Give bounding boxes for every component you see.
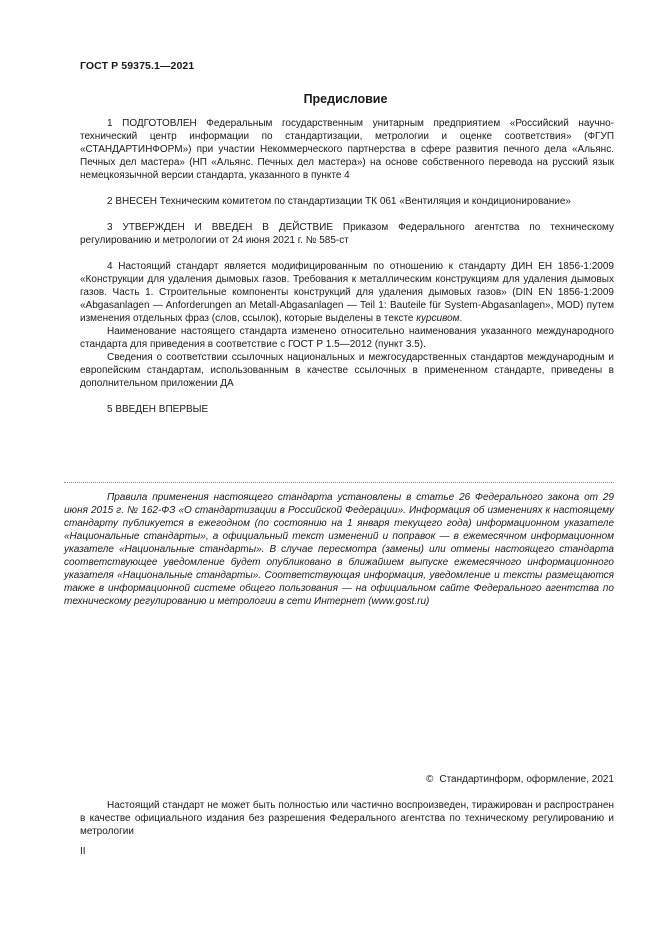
section-4-end: . bbox=[459, 313, 463, 324]
section-4-paragraph bbox=[80, 260, 614, 325]
foreword-body bbox=[80, 117, 614, 416]
copyright-line bbox=[426, 773, 614, 786]
copyright-text: Стандартинформ, оформление, 2021 bbox=[439, 774, 614, 785]
section-4-references-note: Сведения о соответствии ссылочных национальных и межгосударственных стандартов международным и европейским стандартам, использованным в качестве ссылочных в примененном стандарте, приведены в дополнительном приложении ДА bbox=[80, 352, 614, 389]
section-3-paragraph: 3 УТВЕРЖДЕН И ВВЕДЕН В ДЕЙСТВИЕ Приказом Федерального агентства по техническому регулированию и метрологии от 24 июня 2021 г. № 585-ст bbox=[80, 222, 614, 246]
copyright-icon: © bbox=[425, 774, 434, 785]
section-4-text: 4 Настоящий стандарт является модифицированным по отношению к стандарту ДИН ЕН 1856-1:2009 «Конструкции для удаления дымовых газов. Требования к металлическим конструкциям для удаления дымовых газов. Часть 1. Строительные компоненты конструкций для удаления дымовых газов» (DIN EN 1856-1:2009 «Abgasanlagen — Anforderungen an Metall-Abgasanlagen — Teil 1: Bauteile für System-Abgasanlagen», MOD) путем изменения отдельных фраз (слов, ссылок), которые выделены в тексте bbox=[80, 261, 614, 324]
page-number: II bbox=[80, 846, 86, 857]
section-4-italic-word: курсивом bbox=[416, 313, 460, 324]
section-4-title-note: Наименование настоящего стандарта изменено относительно наименования указанного международного стандарта для приведения в соответствие с ГОСТ Р 1.5—2012 (пункт 3.5). bbox=[80, 326, 614, 350]
reproduction-notice bbox=[80, 799, 614, 838]
reproduction-text: Настоящий стандарт не может быть полностью или частично воспроизведен, тиражирован и распространен в качестве официального издания без разрешения Федерального агентства по техническому регулированию и метрологии bbox=[80, 800, 614, 837]
document-header: ГОСТ Р 59375.1—2021 bbox=[80, 60, 195, 72]
notice-text: Правила применения настоящего стандарта установлены в статье 26 Федерального закона от 29 июня 2015 г. № 162-ФЗ «О стандартизации в Российской Федерации». Информация об изменениях к настоящему стандарту публикуется в ежегодном (по состоянию на 1 января текущего года) информационном указателе «Национальные стандарты», а официальный текст изменений и поправок — в ежемесячном информационном указателе «Национальные стандарты». В случае пересмотра (замены) или отмены настоящего стандарта соответствующее уведомление будет опубликовано в ближайшем выпуске ежемесячного информационного указателя «Национальные стандарты». Соответствующая информация, уведомление и тексты размещаются также в информационной системе общего пользования — на официальном сайте Федерального агентства по техническому регулированию и метрологии в сети Интернет (www.gost.ru) bbox=[64, 492, 614, 607]
section-1-paragraph: 1 ПОДГОТОВЛЕН Федеральным государственным унитарным предприятием «Российский научно-технический центр информации по стандартизации, метрологии и оценке соответствия» (ФГУП «СТАНДАРТИНФОРМ») при участии Некоммерческого партнерства в сфере развития печного дела «Альянс. Печных дел мастера» (НП «Альянс. Печных дел мастера») на основе собственного перевода на русский язык немецкоязычной версии стандарта, указанного в пункте 4 bbox=[80, 118, 614, 181]
page-title: Предисловие bbox=[303, 92, 388, 106]
section-5-paragraph: 5 ВВЕДЕН ВПЕРВЫЕ bbox=[107, 404, 209, 415]
application-rules-notice bbox=[64, 482, 614, 608]
section-2-paragraph: 2 ВНЕСЕН Техническим комитетом по стандартизации ТК 061 «Вентиляция и кондиционирование» bbox=[107, 196, 571, 207]
